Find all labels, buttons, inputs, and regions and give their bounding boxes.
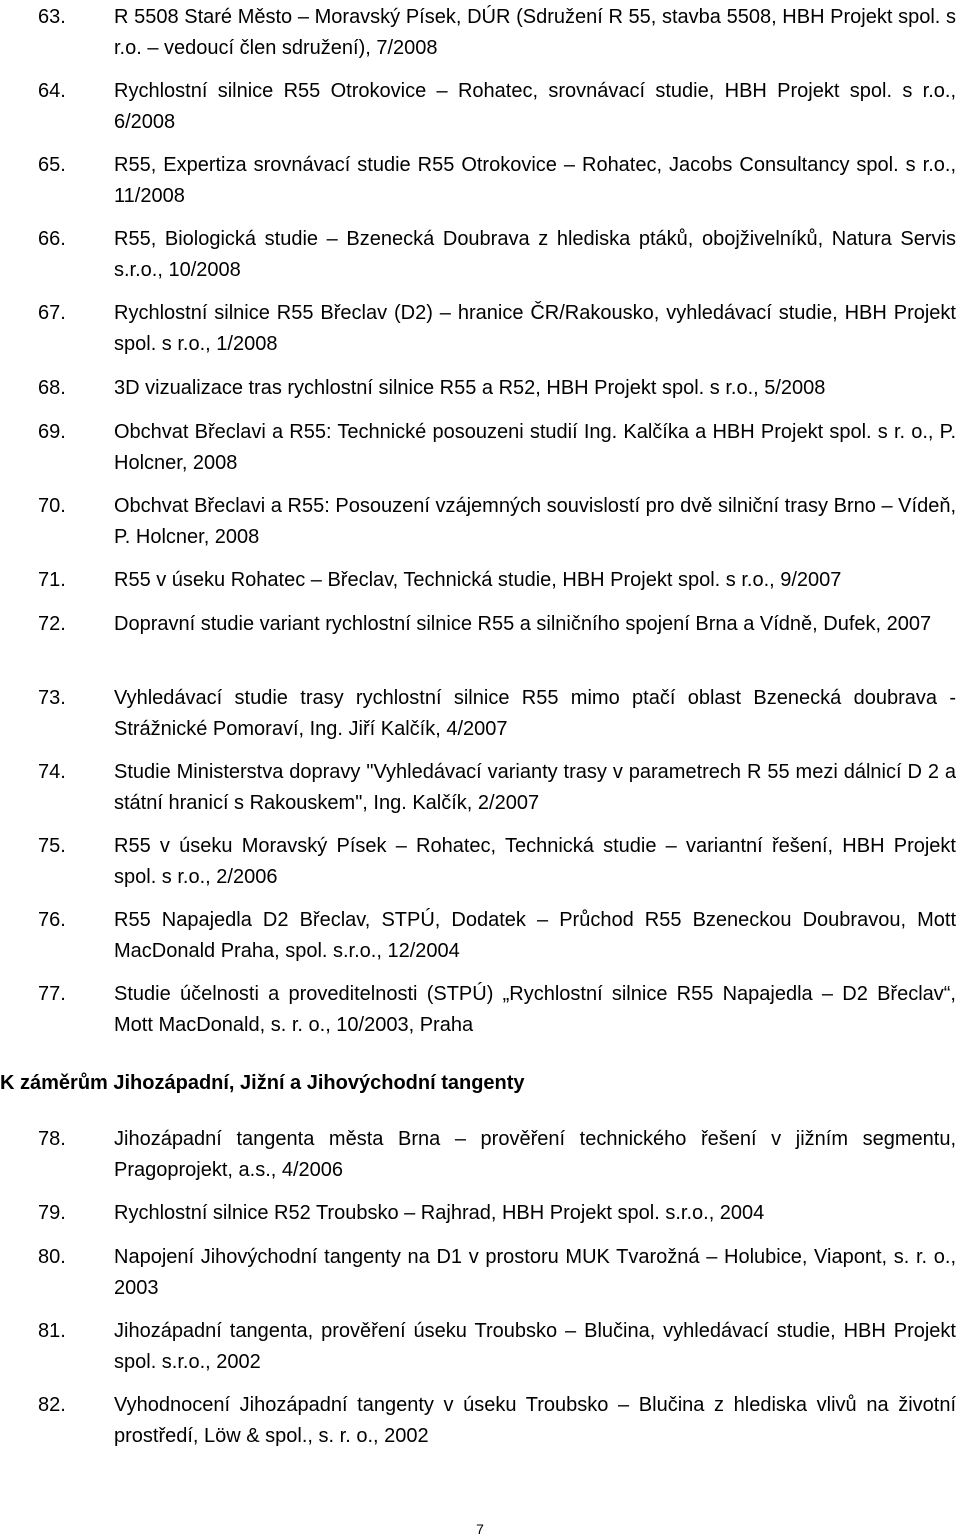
- item-number: 71.: [38, 569, 66, 591]
- item-number: 81.: [38, 1320, 66, 1342]
- item-text: Jihozápadní tangenta města Brna – prověření technického řešení v jižním segmentu, Pragoprojekt, a.s., 4/2006: [114, 1128, 956, 1181]
- item-text: R55 v úseku Rohatec – Břeclav, Technická studie, HBH Projekt spol. s r.o., 9/2007: [114, 569, 842, 591]
- item-number: 73.: [38, 687, 66, 709]
- item-text: 3D vizualizace tras rychlostní silnice R55 a R52, HBH Projekt spol. s r.o., 5/2008: [114, 377, 826, 399]
- item-number: 72.: [38, 613, 66, 635]
- item-number: 74.: [38, 761, 66, 783]
- item-text: Rychlostní silnice R55 Otrokovice – Rohatec, srovnávací studie, HBH Projekt spol. s r.o., 6/2008: [114, 80, 956, 133]
- item-text: Rychlostní silnice R52 Troubsko – Rajhrad, HBH Projekt spol. s.r.o., 2004: [114, 1202, 765, 1224]
- item-number: 75.: [38, 835, 66, 857]
- item-text: Jihozápadní tangenta, prověření úseku Troubsko – Blučina, vyhledávací studie, HBH Projekt spol. s.r.o., 2002: [114, 1320, 956, 1373]
- item-text: Napojení Jihovýchodní tangenty na D1 v prostoru MUK Tvarožná – Holubice, Viapont, s. r. o., 2003: [114, 1246, 956, 1299]
- item-text: Vyhledávací studie trasy rychlostní silnice R55 mimo ptačí oblast Bzenecká doubrava - Strážnické Pomoraví, Ing. Jiří Kalčík, 4/2007: [114, 687, 956, 740]
- item-number: 78.: [38, 1128, 66, 1150]
- item-number: 65.: [38, 154, 66, 176]
- item-text: R55, Expertiza srovnávací studie R55 Otrokovice – Rohatec, Jacobs Consultancy spol. s r.o., 11/2008: [114, 154, 956, 207]
- item-number: 69.: [38, 421, 66, 443]
- item-text: Obchvat Břeclavi a R55: Technické posouzeni studií Ing. Kalčíka a HBH Projekt spol. s r. o., P. Holcner, 2008: [114, 421, 956, 474]
- page-number: 7: [476, 1521, 484, 1537]
- item-text: Studie Ministerstva dopravy "Vyhledávací varianty trasy v parametrech R 55 mezi dálnicí D 2 a státní hranicí s Rakouskem", Ing. Kalčík, 2/2007: [114, 761, 956, 814]
- item-number: 76.: [38, 909, 66, 931]
- item-number: 80.: [38, 1246, 66, 1268]
- item-text: Obchvat Břeclavi a R55: Posouzení vzájemných souvislostí pro dvě silniční trasy Brno – Vídeň, P. Holcner, 2008: [114, 495, 956, 548]
- item-text: Studie účelnosti a proveditelnosti (STPÚ) „Rychlostní silnice R55 Napajedla – D2 Břeclav“, Mott MacDonald, s. r. o., 10/2003, Praha: [114, 983, 956, 1036]
- section-heading: K záměrům Jihozápadní, Jižní a Jihovýchodní tangenty: [0, 1072, 525, 1094]
- item-number: 63.: [38, 6, 66, 28]
- item-text: Vyhodnocení Jihozápadní tangenty v úseku Troubsko – Blučina z hlediska vlivů na životní prostředí, Löw & spol., s. r. o., 2002: [114, 1394, 956, 1447]
- item-number: 82.: [38, 1394, 66, 1416]
- item-number: 66.: [38, 228, 66, 250]
- item-text: R55 Napajedla D2 Břeclav, STPÚ, Dodatek – Průchod R55 Bzeneckou Doubravou, Mott MacDonald Praha, spol. s.r.o., 12/2004: [114, 909, 956, 962]
- item-number: 79.: [38, 1202, 66, 1224]
- item-number: 64.: [38, 80, 66, 102]
- item-number: 68.: [38, 377, 66, 399]
- item-text: R55 v úseku Moravský Písek – Rohatec, Technická studie – variantní řešení, HBH Projekt spol. s r.o., 2/2006: [114, 835, 956, 888]
- item-number: 77.: [38, 983, 66, 1005]
- item-number: 67.: [38, 302, 66, 324]
- item-text: R55, Biologická studie – Bzenecká Doubrava z hlediska ptáků, obojživelníků, Natura Servis s.r.o., 10/2008: [114, 228, 956, 281]
- item-text: Dopravní studie variant rychlostní silnice R55 a silničního spojení Brna a Vídně, Dufek, 2007: [114, 613, 932, 635]
- item-text: R 5508 Staré Město – Moravský Písek, DÚR (Sdružení R 55, stavba 5508, HBH Projekt spol. s r.o. – vedoucí člen sdružení), 7/2008: [114, 6, 956, 59]
- item-number: 70.: [38, 495, 66, 517]
- item-text: Rychlostní silnice R55 Břeclav (D2) – hranice ČR/Rakousko, vyhledávací studie, HBH Projekt spol. s r.o., 1/2008: [114, 302, 956, 355]
